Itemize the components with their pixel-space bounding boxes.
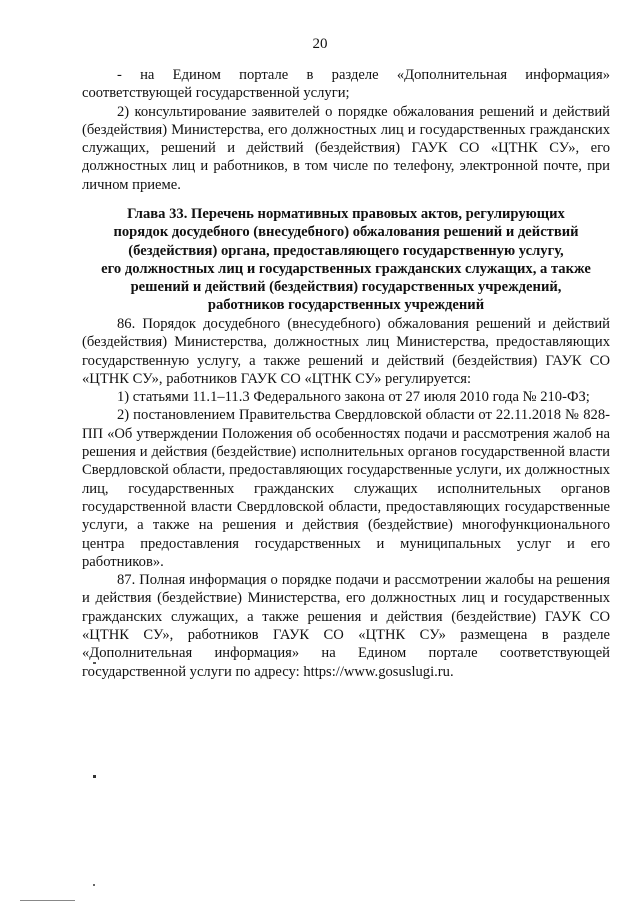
heading-line: его должностных лиц и государственных гражданских служащих, а также: [101, 260, 591, 277]
chapter-heading: [82, 205, 610, 315]
list-item-portal: - на Едином портале в разделе «Дополнительная информация» соответствующей государственной услуги;: [82, 67, 610, 102]
scan-speck: [93, 662, 96, 664]
heading-line: работников государственных учреждений: [207, 297, 485, 314]
top-section: [82, 66, 610, 194]
heading-line: порядок досудебного (внесудебного) обжалования решений и действий: [113, 224, 579, 241]
heading-line: решений и действий (бездействия) государственных учреждений,: [130, 279, 562, 296]
heading-line: (бездействия) органа, предоставляющего государственную услугу,: [128, 242, 564, 259]
scan-edge-line: [20, 900, 75, 901]
page-number: 20: [312, 36, 328, 52]
list-item-resolution: 2) постановлением Правительства Свердловской области от 22.11.2018 № 828-ПП «Об утверждении Положения об особенностях подачи и рассмотрения жалоб на решения и действия (бездействие) исполнительных органов государственной власти Свердловской области, предоставляющих государственные услуги, их должностных лиц, государственных гражданских служащих исполнительных органов государственной власти Свердловской области, предоставляющих государственные услуги, а также на решения и действия (бездействие) многофункционального центра предоставления государственных и муниципальных услуг и его работников».: [82, 407, 610, 570]
list-item-federal-law: 1) статьями 11.1–11.3 Федерального закона от 27 июля 2010 года № 210-ФЗ;: [117, 389, 590, 406]
heading-line: Глава 33. Перечень нормативных правовых актов, регулирующих: [127, 206, 565, 222]
paragraph-86: 86. Порядок досудебного (внесудебного) обжалования решений и действий (бездействия) Министерства, должностных лиц Министерства, предоставляющих государственную услугу, а также решений и действий (бездействия) ГАУК СО «ЦТНК СУ», работников ГАУК СО «ЦТНК СУ» регулируется:: [82, 316, 610, 387]
scan-speck: [93, 884, 95, 886]
paragraph-87: 87. Полная информация о порядке подачи и рассмотрении жалобы на решения и действия (бездействие) Министерства, его должностных лиц и государственных гражданских служащих, а также решения и действия (бездействие) ГАУК СО «ЦТНК СУ», работников ГАУК СО «ЦТНК СУ» размещена в разделе «Дополнительная информация» на Едином портале соответствующей государственной услуги по адресу: https://www.gosuslugi.ru.: [82, 572, 610, 680]
scan-speck: [93, 775, 96, 778]
chapter-body: [82, 315, 610, 681]
list-item-consulting: 2) консультирование заявителей о порядке обжалования решений и действий (бездействия) Министерства, его должностных лиц и государственных гражданских служащих, решений и действий (бездействия) ГАУК СО «ЦТНК СУ», его должностных лиц и работников, в том числе по телефону, электронной почте, при личном приеме.: [82, 103, 610, 193]
